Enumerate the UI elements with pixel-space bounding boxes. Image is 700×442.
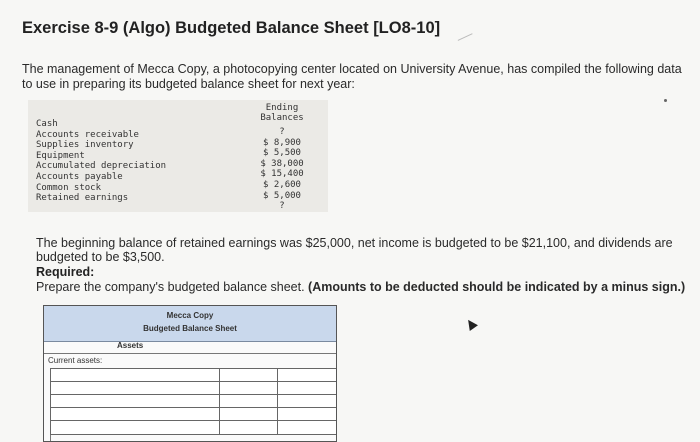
row-value: $ 15,400 [260, 169, 304, 180]
mouse-pointer-icon [464, 317, 478, 331]
row-label: Supplies inventory [36, 140, 134, 151]
row-label: Cash [36, 119, 58, 129]
required-label: Required: [36, 265, 95, 279]
row-label: Accounts payable [36, 171, 123, 182]
dot-mark [664, 99, 667, 102]
row-value: ? [279, 127, 285, 137]
column-header: Ending Balances [260, 103, 304, 123]
assets-row [44, 339, 336, 354]
amount-input[interactable] [219, 421, 278, 434]
row-label: Accumulated depreciation [36, 161, 167, 172]
required-text [36, 280, 685, 294]
assets-label: Assets [117, 341, 144, 350]
row-value: $ 38,000 [260, 158, 304, 169]
row-label: Common stock [36, 182, 102, 193]
total-input[interactable] [277, 421, 336, 434]
current-assets-row [44, 354, 336, 368]
row-values [256, 127, 308, 212]
sheet-title: Budgeted Balance Sheet [143, 324, 237, 333]
required-note: (Amounts to be deducted should be indicated by a minus sign.) [308, 280, 686, 294]
row-value: ? [279, 201, 285, 212]
row-label: Accounts receivable [36, 129, 139, 140]
row-value: $ 8,900 [263, 137, 301, 148]
input-row [50, 420, 336, 435]
row-value: $ 5,500 [263, 148, 301, 159]
account-input[interactable] [51, 421, 219, 434]
pen-mark [453, 24, 472, 41]
row-label: Equipment [36, 150, 85, 161]
row-value: $ 5,000 [263, 190, 301, 201]
data-table [28, 100, 328, 212]
balance-sheet-form [43, 305, 337, 442]
row-label: Retained earnings [36, 193, 129, 204]
balance-sheet-header [44, 306, 336, 342]
exercise-title: Exercise 8-9 (Algo) Budgeted Balance Sheet [LO8-10] [22, 19, 441, 37]
row-value: $ 2,600 [263, 179, 301, 190]
company-name: Mecca Copy [166, 311, 214, 320]
current-assets-label: Current assets: [48, 356, 103, 365]
retained-earnings-paragraph: The beginning balance of retained earnings was $25,000, net income is budgeted to be $21,100, and dividends are budgeted to be $3,500. [36, 236, 673, 264]
row-labels [36, 119, 166, 204]
required-instruction: Prepare the company's budgeted balance sheet. [36, 280, 305, 294]
intro-text: The management of Mecca Copy, a photocopying center located on University Avenue, has compiled the following data to use in preparing its budgeted balance sheet for next year: [22, 62, 682, 91]
